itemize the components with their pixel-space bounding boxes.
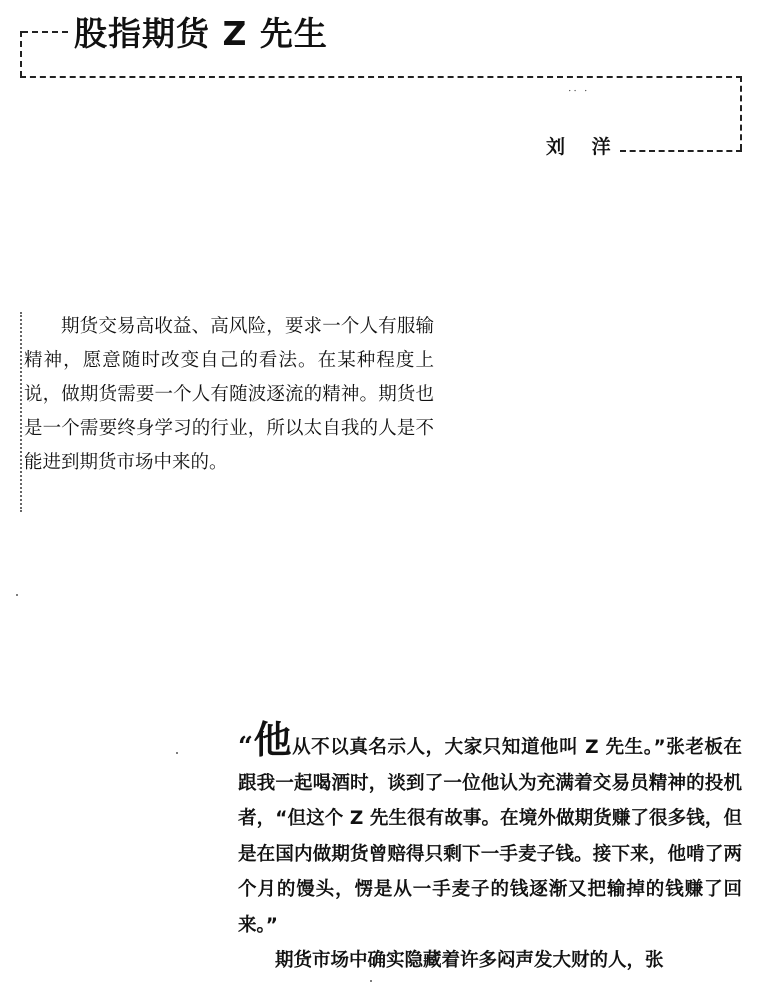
- body-paragraph-2: 期货市场中确实隐藏着许多闷声发大财的人，张: [275, 950, 664, 971]
- title-frame-top: [22, 31, 68, 33]
- open-quote-mark: “: [238, 732, 253, 762]
- author-rule: [620, 150, 742, 152]
- body-paragraph-1: [238, 717, 742, 943]
- print-speck: [176, 752, 178, 754]
- pull-quote-text: 期货交易高收益、高风险，要求一个人有服输精神，愿意随时改变自己的看法。在某种程度上说，做期货需要一个人有随波逐流的精神。期货也是一个需要终身学习的行业，所以太自我的人是不能进到期货市场中来的。: [24, 316, 434, 473]
- pull-quote: [24, 310, 434, 480]
- print-speck: [370, 980, 372, 982]
- title-frame-bottom: [20, 76, 742, 78]
- title-frame-right: [740, 76, 742, 150]
- body-paragraph-1-text: 从不以真名示人，大家只知道他叫 Z 先生。”张老板在跟我一起喝酒时，谈到了一位他认为充满着交易员精神的投机者，“但这个 Z 先生很有故事。在境外做期货赚了很多钱，但是在国内做期货曾赔得只剩下一手麦子钱。接下来，他啃了两个月的馒头，愣是从一手麦子的钱逐渐又把输掉的钱赚了回来。”: [238, 737, 742, 936]
- article-body: [238, 717, 742, 979]
- article-author: 刘 洋: [546, 136, 621, 158]
- print-specks: ⋅⋅ ⋅: [568, 86, 590, 97]
- lead-character: 他: [252, 717, 293, 762]
- title-frame-left: [20, 31, 22, 77]
- article-title: 股指期货 Z 先生: [74, 14, 328, 53]
- print-speck: [16, 594, 18, 596]
